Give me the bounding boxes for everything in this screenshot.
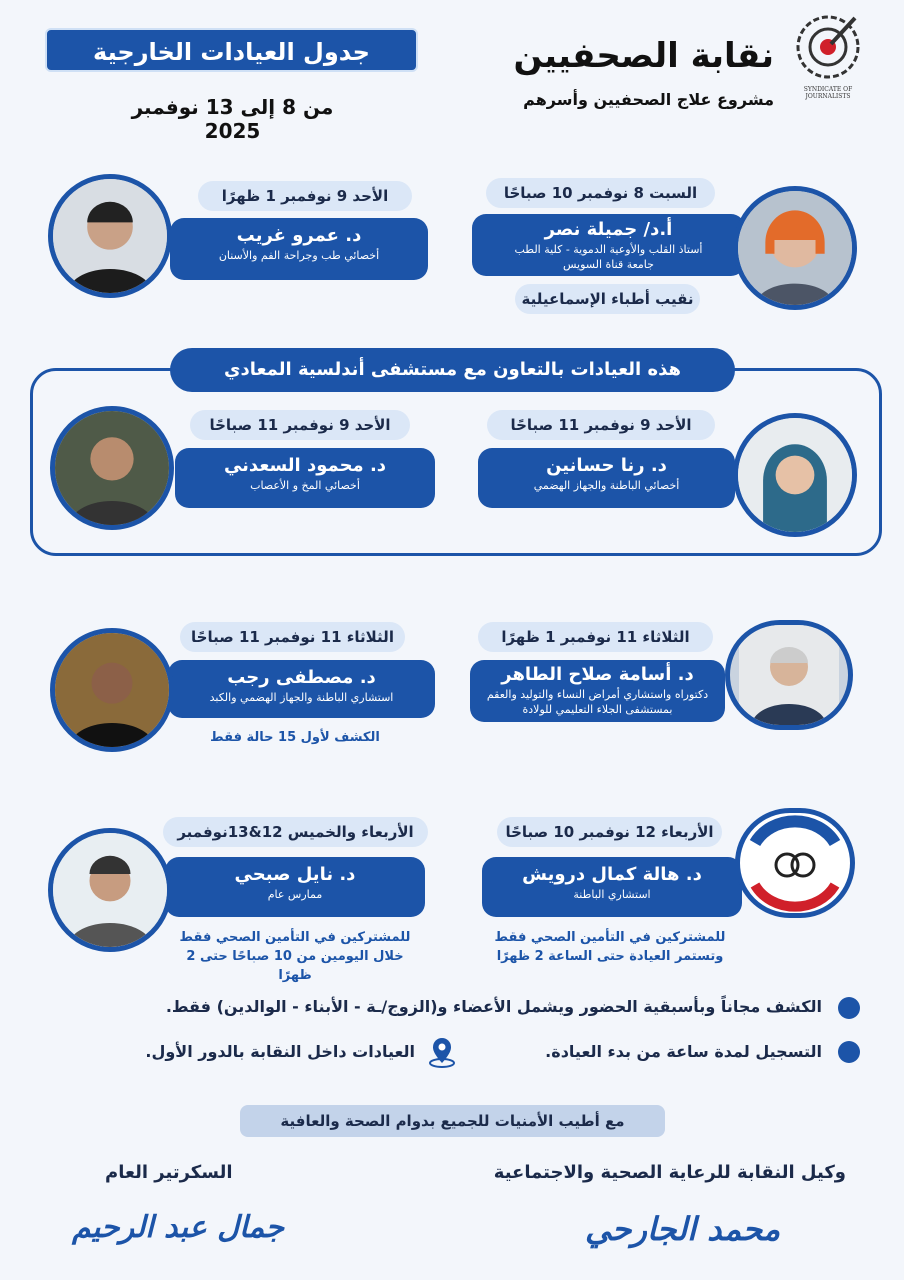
card-date: الثلاثاء 11 نوفمبر 1 ظهرًا [478,622,713,652]
card-note: للمشتركين في التأمين الصحي فقط وتستمر العيادة حتى الساعة 2 ظهرًا [494,930,726,964]
doctor-card [165,857,425,917]
doctor-specialty: استشاري الباطنة [573,888,651,901]
doctor-card [472,214,745,276]
signature-title: السكرتير العام [105,1162,233,1183]
card-note: للمشتركين في التأمين الصحي فقط خلال اليومين من 10 صباحًا حتى 2 ظهرًا [179,930,411,983]
doctor-name: د. محمود السعدني [223,455,387,476]
signature-name: محمد الجارحي [585,1210,781,1248]
date-range: من 8 إلى 13 نوفمبر 2025 [131,95,334,143]
doctor-card [470,660,725,722]
doctor-name: د. عمرو غريب [236,225,362,246]
card-date: الأحد 9 نوفمبر 11 صباحًا [487,410,715,440]
health-insurance-logo [735,808,855,918]
project-name: مشروع علاج الصحفيين وأسرهم [523,90,774,109]
card-extra: نقيب أطباء الإسماعيلية [515,284,700,314]
doctor-name: د. مصطفى رجب [227,667,376,688]
partner-banner: هذه العيادات بالتعاون مع مستشفى أندلسية المعادي [170,348,735,392]
card-note: الكشف لأول 15 حالة فقط [210,730,380,745]
doctor-specialty: استشاري الباطنة والجهاز الهضمي والكبد [209,691,394,704]
doctor-photo [48,828,172,952]
doctor-photo [50,406,174,530]
signature-name: جمال عبد الرحيم [72,1210,285,1245]
doctor-photo [733,413,857,537]
doctor-card [175,448,435,508]
doctor-specialty: أخصائي الباطنة والجهاز الهضمي [533,479,680,492]
doctor-photo [48,174,172,298]
bullet-text: الكشف مجاناً وبأسبقية الحضور ويشمل الأعضاء و(الزوج/ـة - الأبناء - الوالدين) فقط. [165,997,822,1016]
doctor-specialty: ممارس عام [267,888,323,901]
card-date: الأحد 9 نوفمبر 1 ظهرًا [198,181,412,211]
card-date: الأربعاء 12 نوفمبر 10 صباحًا [497,817,722,847]
bullet-text: التسجيل لمدة ساعة من بدء العيادة. [545,1042,822,1061]
doctor-specialty: دكتوراه واستشاري أمراض النساء والتوليد والعقم بمستشفى الجلاء التعليمي للولادة [486,688,709,716]
card-date: الثلاثاء 11 نوفمبر 11 صباحًا [180,622,405,652]
doctor-name: د. رنا حسانين [546,455,667,476]
doctor-photo [725,620,853,730]
doctor-name: د. أسامة صلاح الطاهر [501,664,694,685]
doctor-specialty: أخصائي المخ و الأعصاب [250,479,360,492]
bullet-icon [838,997,860,1019]
syndicate-logo [788,12,868,112]
doctor-photo [733,186,857,310]
doctor-photo [50,628,174,752]
title-text: جدول العيادات الخارجية [93,38,370,66]
doctor-name: أ.د/ جميلة نصر [544,219,673,240]
doctor-card [170,218,428,280]
bullet-text: العيادات داخل النقابة بالدور الأول. [145,1042,415,1061]
doctor-card [482,857,742,917]
doctor-name: د. نايل صبحي [234,864,356,885]
doctor-specialty: أخصائي طب وجراحة الفم والأسنان [218,249,380,262]
doctor-card [478,448,735,508]
page-title [45,28,418,72]
closing-banner: مع أطيب الأمنيات للجميع بدوام الصحة والعافية [240,1105,665,1137]
doctor-specialty: أستاذ القلب والأوعية الدموية - كلية الطب جامعة قناة السويس [514,243,703,271]
doctor-card [168,660,435,718]
card-date: الأربعاء والخميس 12&13نوفمبر [163,817,428,847]
logo-text: SYNDICATE OF JOURNALISTS [803,86,853,100]
location-pin-icon [425,1035,459,1073]
card-date: السبت 8 نوفمبر 10 صباحًا [486,178,715,208]
bullet-icon [838,1041,860,1063]
org-name: نقابة الصحفيين [513,36,774,76]
card-date: الأحد 9 نوفمبر 11 صباحًا [190,410,410,440]
signature-title: وكيل النقابة للرعاية الصحية والاجتماعية [493,1162,846,1183]
doctor-name: د. هالة كمال درويش [522,864,702,885]
